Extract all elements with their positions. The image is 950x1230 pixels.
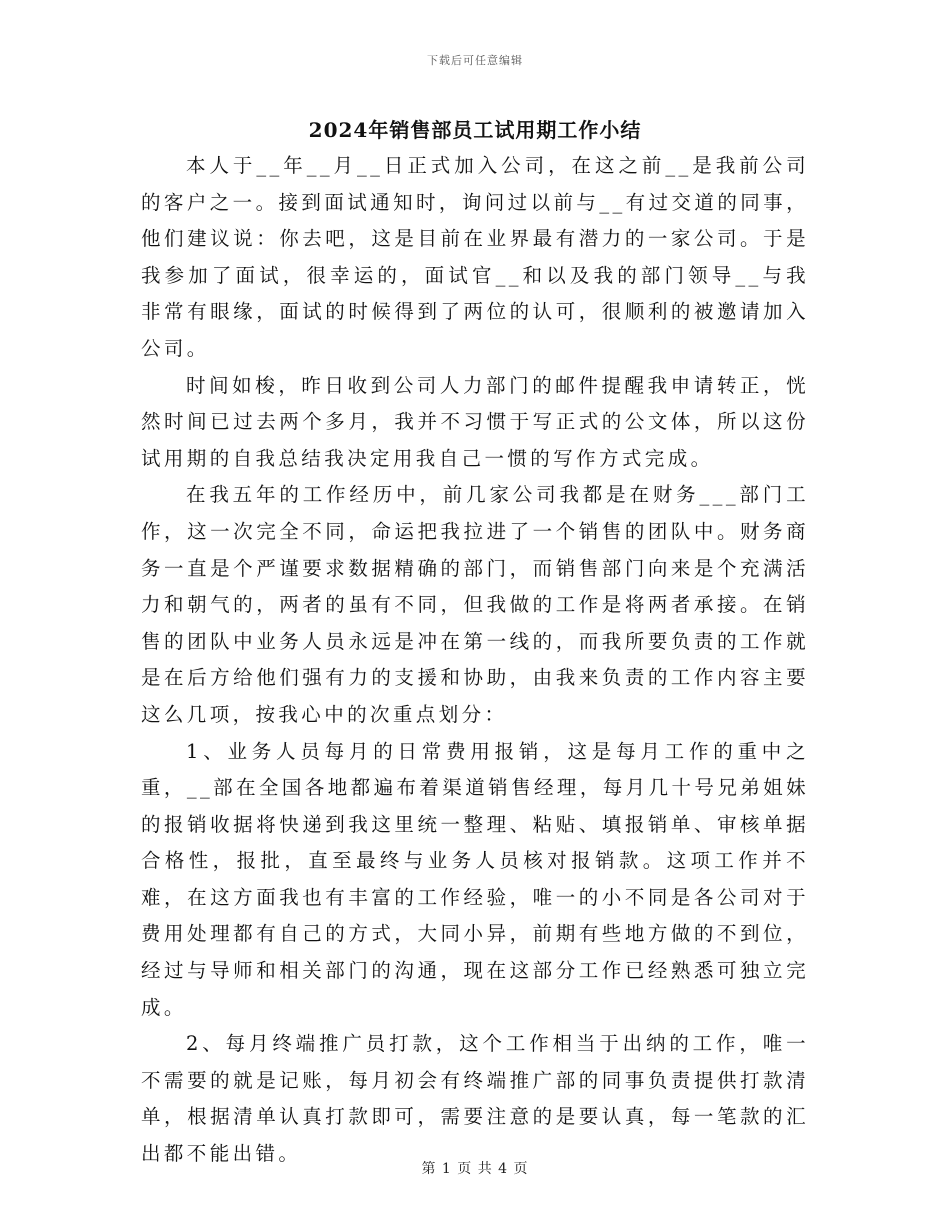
paragraph-item-1: 1、业务人员每月的日常费用报销，这是每月工作的重中之重，__部在全国各地都遍布着渠道销售经理，每月几十号兄弟姐妹的报销收据将快递到我这里统一整理、粘贴、填报销单、审核单据合格性，报批，直至最终与业务人员核对报销款。这项工作并不难，在这方面我也有丰富的工作经验，唯一的小不同是各公司对于费用处理都有自己的方式，大同小异，前期有些地方做的不到位，经过与导师和相关部门的沟通，现在这部分工作已经熟悉可独立完成。 bbox=[141, 739, 809, 1019]
header-note: 下载后可任意编辑 bbox=[427, 54, 523, 67]
paragraph-time: 时间如梭，昨日收到公司人力部门的邮件提醒我申请转正，恍然时间已过去两个多月，我并不习惯于写正式的公文体，所以这份试用期的自我总结我决定用我自己一惯的写作方式完成。 bbox=[141, 373, 809, 470]
paragraph-experience: 在我五年的工作经历中，前几家公司我都是在财务___部门工作，这一次完全不同，命运把我拉进了一个销售的团队中。财务商务一直是个严谨要求数据精确的部门，而销售部门向来是个充满活力和朝气的，两者的虽有不同，但我做的工作是将两者承接。在销售的团队中业务人员永远是冲在第一线的，而我所要负责的工作就是在后方给他们强有力的支援和协助，由我来负责的工作内容主要这么几项，按我心中的次重点划分： bbox=[141, 483, 809, 726]
document-body bbox=[141, 148, 809, 1173]
paragraph-item-2: 2、每月终端推广员打款，这个工作相当于出纳的工作，唯一不需要的就是记账，每月初会有终端推广部的同事负责提供打款清单，根据清单认真打款即可，需要注意的是要认真，每一笔款的汇出都不能出错。 bbox=[141, 1032, 809, 1166]
page-number: 第 1 页 共 4 页 bbox=[421, 1161, 529, 1177]
document-title: 2024年销售部员工试用期工作小结 bbox=[308, 118, 642, 142]
paragraph-intro: 本人于__年__月__日正式加入公司，在这之前__是我前公司的客户之一。接到面试通知时，询问过以前与__有过交道的同事，他们建议说：你去吧，这是目前在业界最有潜力的一家公司。于是我参加了面试，很幸运的，面试官__和以及我的部门领导__与我非常有眼缘，面试的时候得到了两位的认可，很顺利的被邀请加入公司。 bbox=[141, 154, 809, 360]
